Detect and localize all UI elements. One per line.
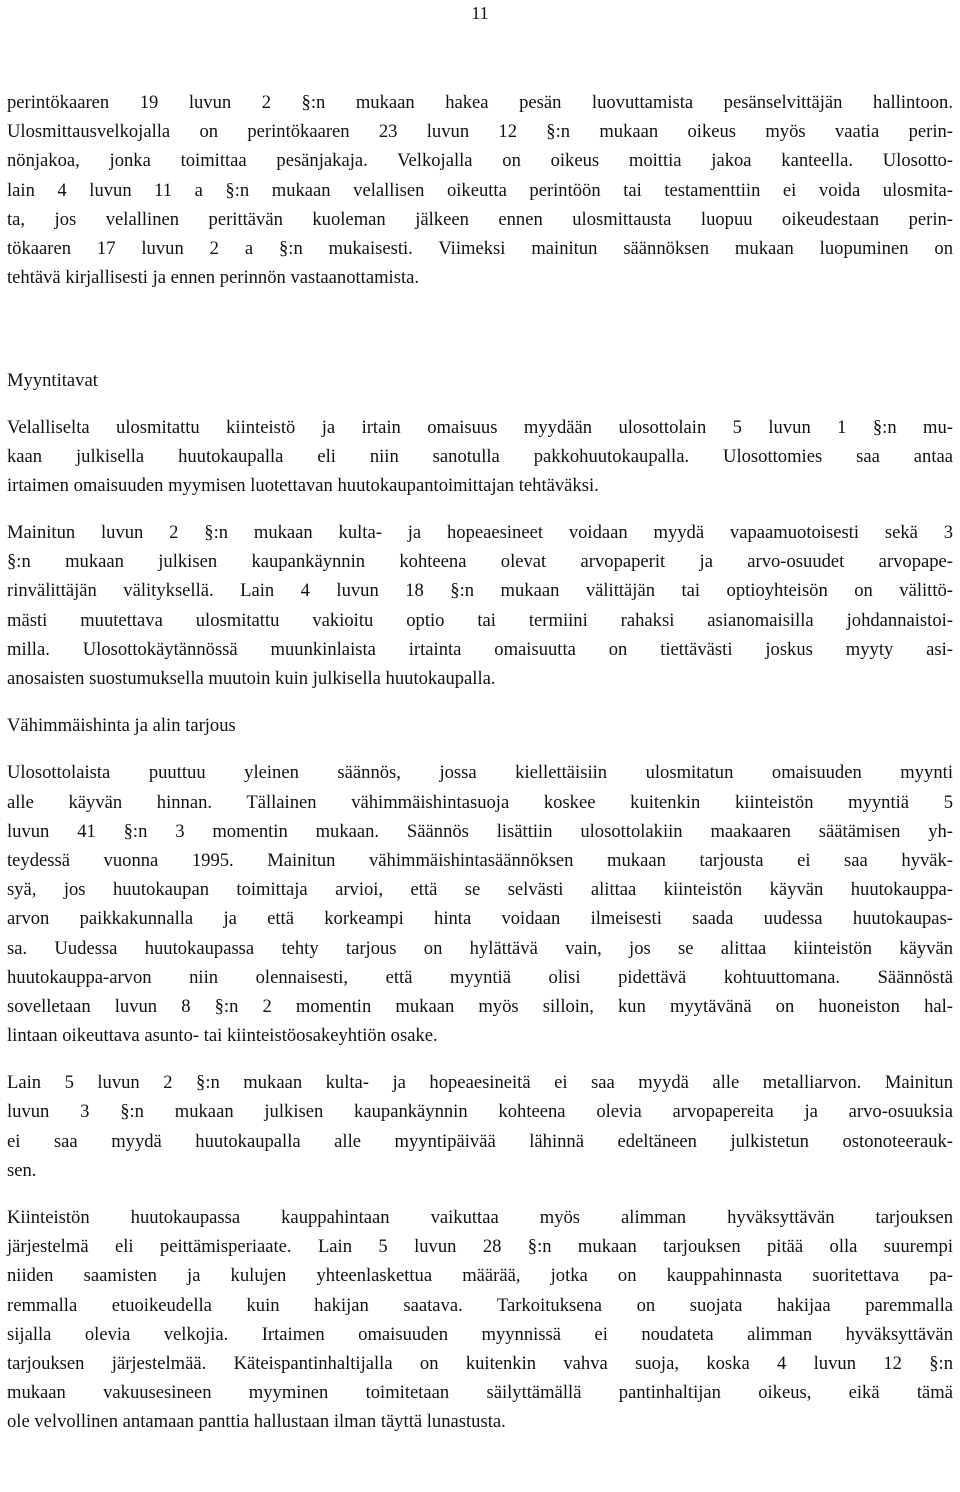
paragraph-line: §:n mukaan julkisen kaupankäynnin kohteena olevat arvopaperit ja arvo-osuudet arvopape- [7, 551, 953, 573]
paragraph-line: luvun 3 §:n mukaan julkisen kaupankäynnin kohteena olevia arvopapereita ja arvo-osuuksia [7, 1101, 953, 1123]
paragraph-line: arvon paikkakunnalla ja että korkeampi hinta voidaan ilmeisesti saada uudessa huutokaupas- [7, 908, 953, 930]
paragraph-line: perintökaaren 19 luvun 2 §:n mukaan hakea pesän luovuttamista pesänselvittäjän hallintoon. [7, 92, 953, 113]
paragraph-line: tarjouksen järjestelmää. Käteispantinhaltijalla on kuitenkin vahva suoja, koska 4 luvun 12 §:n [7, 1352, 953, 1374]
document-body [7, 70, 953, 1437]
page-number: 11 [471, 3, 489, 23]
paragraph-line: Kiinteistön huutokaupassa kauppahintaan vaikuttaa myös alimman hyväksyttävän tarjouksen [7, 1207, 953, 1228]
section-heading [7, 366, 953, 395]
paragraph-line: Ulosmittausvelkojalla on perintökaaren 23 luvun 12 §:n mukaan oikeus myös vaatia perin- [7, 121, 953, 143]
paragraph-line: sijalla olevia velkojia. Irtaimen omaisuuden myynnissä ei noudateta alimman hyväksyttävän [7, 1323, 953, 1345]
paragraph-line: järjestelmä eli peittämisperiaate. Lain 5 luvun 28 §:n mukaan tarjouksen pitää olla suurempi [7, 1236, 953, 1258]
paragraph-line: Ulosottolaista puuttuu yleinen säännös, jossa kiellettäisiin ulosmitatun omaisuuden myynti [7, 762, 953, 784]
paragraph-line: sen. [7, 1159, 37, 1181]
section-heading-text: Myyntitavat [7, 370, 98, 392]
paragraph-line: teydessä vuonna 1995. Mainitun vähimmäishintasäännöksen mukaan tarjousta ei saa hyväk- [7, 849, 953, 871]
paragraph-line: milla. Ulosottokäytännössä muunkinlaista irtainta omaisuutta on tiettävästi joskus myyty asi- [7, 638, 953, 660]
paragraph-line: niiden saamisten ja kulujen yhteenlaskettua määrää, jotka on kauppahinnasta suoritettava pa- [7, 1265, 953, 1287]
section-heading-text: Vähimmäishinta ja alin tarjous [7, 715, 236, 737]
paragraph-line: alle käyvän hinnan. Tällainen vähimmäishintasuoja koskee kuitenkin kiinteistön myyntiä 5 [7, 791, 953, 813]
paragraph-line: lintaan oikeuttava asunto- tai kiinteistöosakeyhtiön osake. [7, 1025, 438, 1047]
paragraph-line: luvun 41 §:n 3 momentin mukaan. Säännös lisättiin ulosottolakiin maakaaren säätämisen yh- [7, 820, 953, 842]
paragraph-line: mästi muutettava ulosmitattu vakioitu optio tai termiini rahaksi asianomaisilla johdannaistoi- [7, 609, 953, 631]
paragraph-line: Lain 5 luvun 2 §:n mukaan kulta- ja hopeaesineitä ei saa myydä alle metalliarvon. Mainitun [7, 1072, 953, 1094]
paragraph-line: syä, jos huutokaupan toimittaja arvioi, että se selvästi alittaa kiinteistön käyvän huutokauppa- [7, 879, 953, 901]
paragraph [7, 1203, 953, 1437]
paragraph-line: rinvälittäjän välityksellä. Lain 4 luvun 18 §:n mukaan välittäjän tai optioyhteisön on välittö- [7, 580, 953, 602]
paragraph-line: ta, jos velallinen perittävän kuoleman jälkeen ennen ulosmittausta luopuu oikeudestaan perin- [7, 208, 953, 230]
paragraph-line: irtaimen omaisuuden myymisen luotettavan huutokaupantoimittajan tehtäväksi. [7, 474, 599, 496]
paragraph [7, 518, 953, 693]
section-heading [7, 711, 953, 740]
paragraph-line: huutokauppa-arvon niin olennaisesti, että myyntiä olisi pidettävä kohtuuttomana. Säännöstä [7, 966, 953, 988]
paragraph-line: lain 4 luvun 11 a §:n mukaan velallisen oikeutta perintöön tai testamenttiin ei voida ulosmita- [7, 179, 953, 201]
paragraph-line: ole velvollinen antamaan panttia hallustaan ilman täyttä lunastusta. [7, 1411, 506, 1433]
paragraph-line: Velalliselta ulosmitattu kiinteistö ja irtain omaisuus myydään ulosottolain 5 luvun 1 §:n mu- [7, 416, 953, 438]
paragraph [7, 758, 953, 1050]
paragraph [7, 413, 953, 501]
paragraph-line: ei saa myydä huutokaupalla alle myyntipäivää lähinnä edeltäneen julkistetun ostonoteerauk- [7, 1130, 953, 1152]
paragraph [7, 1068, 953, 1185]
paragraph-line: kaan julkisella huutokaupalla eli niin sanotulla pakkohuutokaupalla. Ulosottomies saa antaa [7, 445, 953, 467]
paragraph-line: mukaan vakuusesineen myyminen toimitetaan säilyttämällä pantinhaltijan oikeus, eikä tämä [7, 1382, 953, 1404]
paragraph [7, 88, 953, 292]
paragraph-line: tehtävä kirjallisesti ja ennen perinnön vastaanottamista. [7, 267, 420, 289]
paragraph-line: sa. Uudessa huutokaupassa tehty tarjous on hylättävä vain, jos se alittaa kiinteistön käyvän [7, 937, 953, 959]
paragraph-line: anosaisten suostumuksella muutoin kuin julkisella huutokaupalla. [7, 668, 496, 689]
paragraph-line: remmalla etuoikeudella kuin hakijan saatava. Tarkoituksena on suojata hakijaa paremmalla [7, 1294, 953, 1316]
paragraph-line: sovelletaan luvun 8 §:n 2 momentin mukaan myös silloin, kun myytävänä on huoneiston hal- [7, 995, 953, 1017]
paragraph-line: Mainitun luvun 2 §:n mukaan kulta- ja hopeaesineet voidaan myydä vapaamuotoisesti sekä 3 [7, 522, 953, 544]
paragraph-line: tökaaren 17 luvun 2 a §:n mukaisesti. Viimeksi mainitun säännöksen mukaan luopuminen on [7, 237, 953, 259]
paragraph-line: nönjakoa, jonka toimittaa pesänjakaja. Velkojalla on oikeus moittia jakoa kanteella. Ulosotto- [7, 150, 953, 172]
